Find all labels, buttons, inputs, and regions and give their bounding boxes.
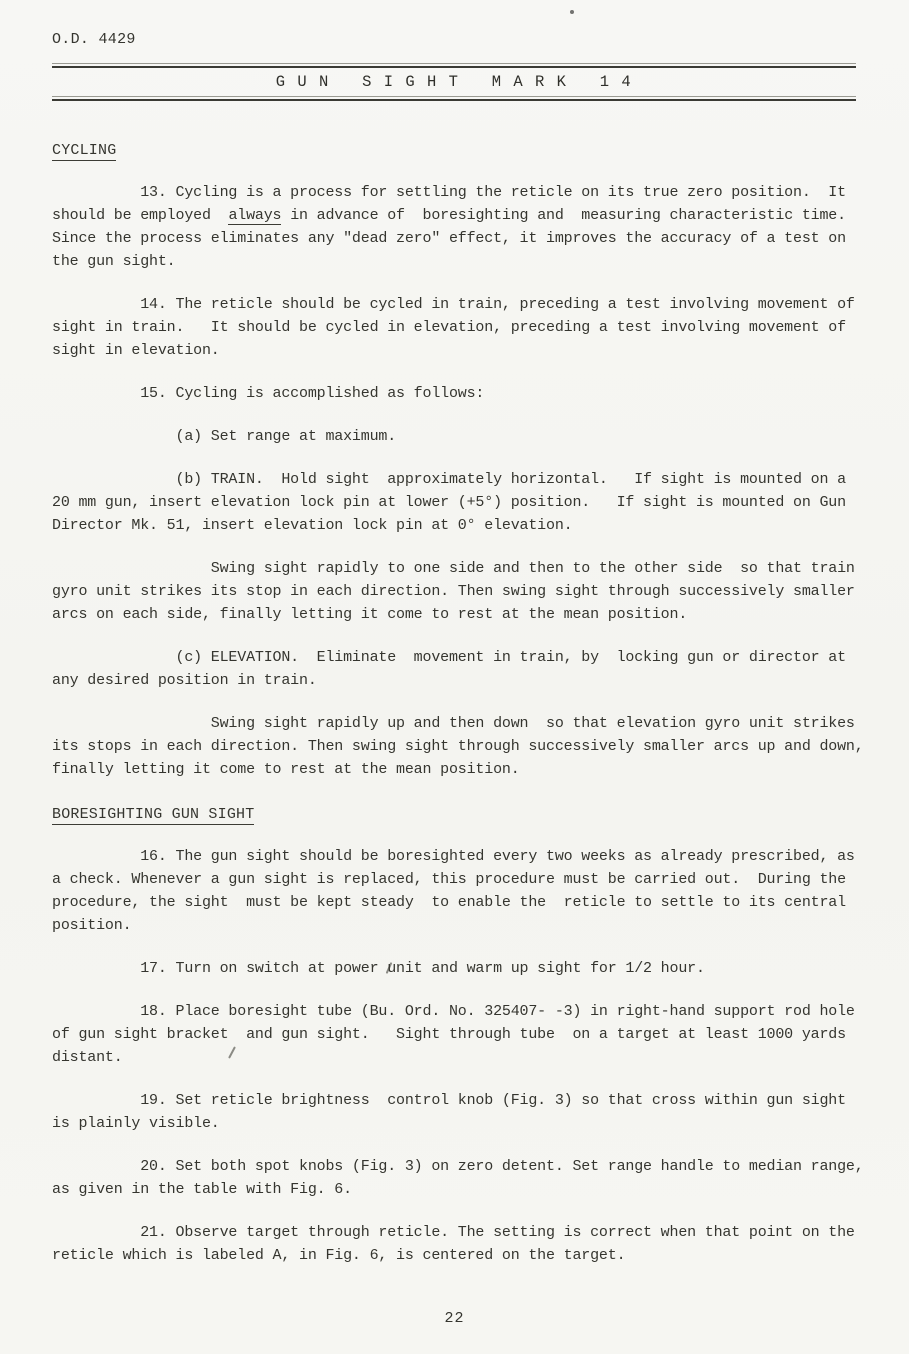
document-title: G U N S I G H T M A R K 1 4 <box>275 73 633 91</box>
text-line: is plainly visible. <box>52 1115 220 1132</box>
text-line: the gun sight. <box>52 253 176 270</box>
paragraph <box>52 712 864 781</box>
text-line: finally letting it come to rest at the mean position. <box>52 761 520 778</box>
section-heading-text: BORESIGHTING GUN SIGHT <box>52 806 255 823</box>
paragraph <box>52 1155 864 1201</box>
text-line: position. <box>52 917 132 934</box>
text-line: Since the process eliminates any "dead zero" effect, it improves the accuracy of a test on <box>52 230 846 247</box>
section-heading <box>52 805 856 825</box>
text-line: procedure, the sight must be kept steady to enable the reticle to settle to its central <box>52 894 846 911</box>
page-number: 22 <box>444 1310 465 1327</box>
text-line: sight in elevation. <box>52 342 220 359</box>
text-line: Director Mk. 51, insert elevation lock pin at 0° elevation. <box>52 517 573 534</box>
text-line: as given in the table with Fig. 6. <box>52 1181 352 1198</box>
paragraph <box>52 957 856 980</box>
text-line: 17. Turn on switch at power unit and warm up sight for 1/2 hour. <box>52 960 705 977</box>
text-line: (a) Set range at maximum. <box>52 428 397 445</box>
text-line: 19. Set reticle brightness control knob (Fig. 3) so that cross within gun sight <box>52 1092 846 1109</box>
document-body <box>52 141 864 1267</box>
text-line: a check. Whenever a gun sight is replaced, this procedure must be carried out. During the <box>52 871 846 888</box>
paragraph <box>52 1000 856 1069</box>
text-line: distant. <box>52 1049 123 1066</box>
text-line: Swing sight rapidly to one side and then to the other side so that train <box>52 560 855 577</box>
text-line: Swing sight rapidly up and then down so that elevation gyro unit strikes <box>52 715 855 732</box>
text-line: 16. The gun sight should be boresighted every two weeks as already prescribed, as <box>52 848 855 865</box>
paragraph <box>52 557 856 626</box>
paragraph <box>52 382 856 405</box>
paragraph <box>52 845 856 937</box>
header-rule-bottom <box>52 96 856 101</box>
paragraph <box>52 646 856 692</box>
text-line: 20 mm gun, insert elevation lock pin at lower (+5°) position. If sight is mounted on Gun <box>52 494 846 511</box>
text-line: 18. Place boresight tube (Bu. Ord. No. 325407- -3) in right-hand support rod hole <box>52 1003 855 1020</box>
text-line: 14. The reticle should be cycled in train, preceding a test involving movement of <box>52 296 855 313</box>
paragraph <box>52 293 856 362</box>
text-line: of gun sight bracket and gun sight. Sight through tube on a target at least 1000 yards <box>52 1026 846 1043</box>
text-line: 21. Observe target through reticle. The setting is correct when that point on the <box>52 1224 855 1241</box>
paragraph <box>52 1221 856 1267</box>
text-line: gyro unit strikes its stop in each direction. Then swing sight through successively smaller <box>52 583 855 600</box>
text-line: sight in train. It should be cycled in elevation, preceding a test involving movement of <box>52 319 846 336</box>
paragraph <box>52 425 856 448</box>
section-heading <box>52 141 856 161</box>
paragraph <box>52 181 856 273</box>
text-line: (c) ELEVATION. Eliminate movement in train, by locking gun or director at <box>52 649 846 666</box>
paragraph <box>52 468 856 537</box>
text-line: any desired position in train. <box>52 672 317 689</box>
text-line: its stops in each direction. Then swing sight through successively smaller arcs up and down, <box>52 738 864 755</box>
text-line: 13. Cycling is a process for settling the reticle on its true zero position. It <box>52 184 846 201</box>
section-heading-text: CYCLING <box>52 142 117 159</box>
doc-number: O.D. 4429 <box>52 31 136 48</box>
text-line: 15. Cycling is accomplished as follows: <box>52 385 485 402</box>
text-line: arcs on each side, finally letting it come to rest at the mean position. <box>52 606 688 623</box>
paragraph <box>52 1089 856 1135</box>
text-line: should be employed always in advance of boresighting and measuring characteristic time. <box>52 207 846 224</box>
text-line: 20. Set both spot knobs (Fig. 3) on zero detent. Set range handle to median range, <box>52 1158 864 1175</box>
text-line: reticle which is labeled A, in Fig. 6, is centered on the target. <box>52 1247 626 1264</box>
text-line: (b) TRAIN. Hold sight approximately horizontal. If sight is mounted on a <box>52 471 846 488</box>
